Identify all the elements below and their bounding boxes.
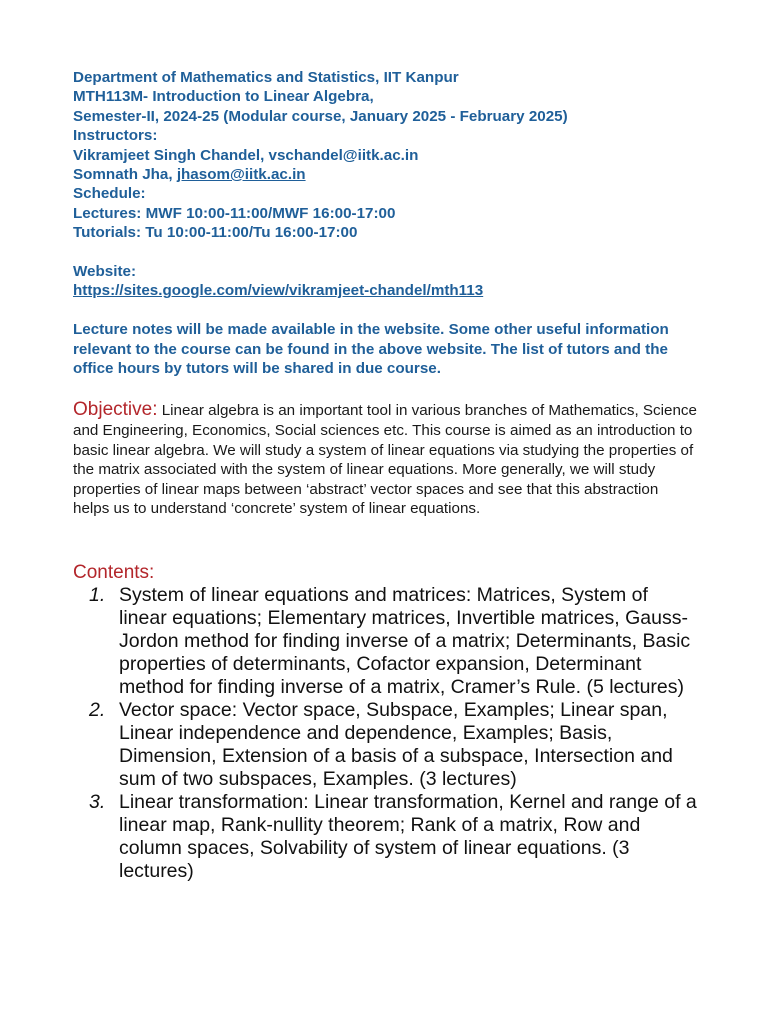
objective-section [73,400,698,519]
department-title: Department of Mathematics and Statistics, IIT Kanpur [73,69,459,86]
course-notice: Lecture notes will be made available in the website. Some other useful information relevant to the course can be found in the above website. The list of tutors and the office hours by tutors will be shared in due course. [73,321,669,378]
instructor-2-email-link[interactable]: jhasom@iitk.ac.in [176,166,306,184]
instructor-1: Vikramjeet Singh Chandel, vschandel@iitk.ac.in [73,146,419,164]
instructor-2 [73,165,708,184]
instructors-label: Instructors: [73,127,158,145]
tutorials-schedule: Tutorials: Tu 10:00-11:00/Tu 16:00-17:00 [73,224,358,242]
list-item-number: 1. [89,584,106,607]
course-header [73,68,708,320]
list-item-number: 3. [89,791,106,814]
list-item-number: 2. [89,699,106,722]
list-item [73,584,699,699]
list-item-text: Linear transformation: Linear transformation, Kernel and range of a linear map, Rank-nullity theorem; Rank of a matrix, Row and column spaces, Solvability of system of linear equations. (3 lectures) [119,791,697,883]
website-link[interactable]: https://sites.google.com/view/vikramjeet-chandel/mth113 [73,282,484,300]
list-item [73,791,699,883]
contents-heading: Contents: [73,562,155,584]
schedule-label: Schedule: [73,185,146,203]
contents-list [73,584,708,883]
list-item [73,699,699,791]
list-item-text: System of linear equations and matrices: Matrices, System of linear equations; Elementary matrices, Invertible matrices, Gauss-Jordon method for finding inverse of a matrix; Determinants, Basic properties of determinants, Cofactor expansion, Determinant method for finding inverse of a matrix, Cramer’s Rule. (5 lectures) [119,584,691,699]
lectures-schedule: Lectures: MWF 10:00-11:00/MWF 16:00-17:00 [73,204,396,222]
semester-info: Semester-II, 2024-25 (Modular course, January 2025 - February 2025) [73,107,568,125]
list-item-text: Vector space: Vector space, Subspace, Examples; Linear span, Linear independence and dependence, Examples; Basis, Dimension, Extension of a basis of a subspace, Intersection and sum of two subspaces, Examples. (3 lectures) [119,699,673,791]
website-label: Website: [73,263,137,281]
objective-text: Linear algebra is an important tool in various branches of Mathematics, Science and Engineering, Economics, Social sciences etc. This course is aimed as an introduction to basic linear algebra. We will study a system of linear equations via studying the properties of the matrix associated with the system of linear equations. More generally, we will study properties of linear maps between ‘abstract’ vector spaces and see that this abstraction helps us to understand ‘concrete’ system of linear equations. [73,402,697,518]
course-title: MTH113M- Introduction to Linear Algebra, [73,88,374,106]
instructor-2-name: Somnath Jha, [73,166,177,184]
website-line [73,281,708,300]
objective-heading: Objective: [73,399,158,421]
